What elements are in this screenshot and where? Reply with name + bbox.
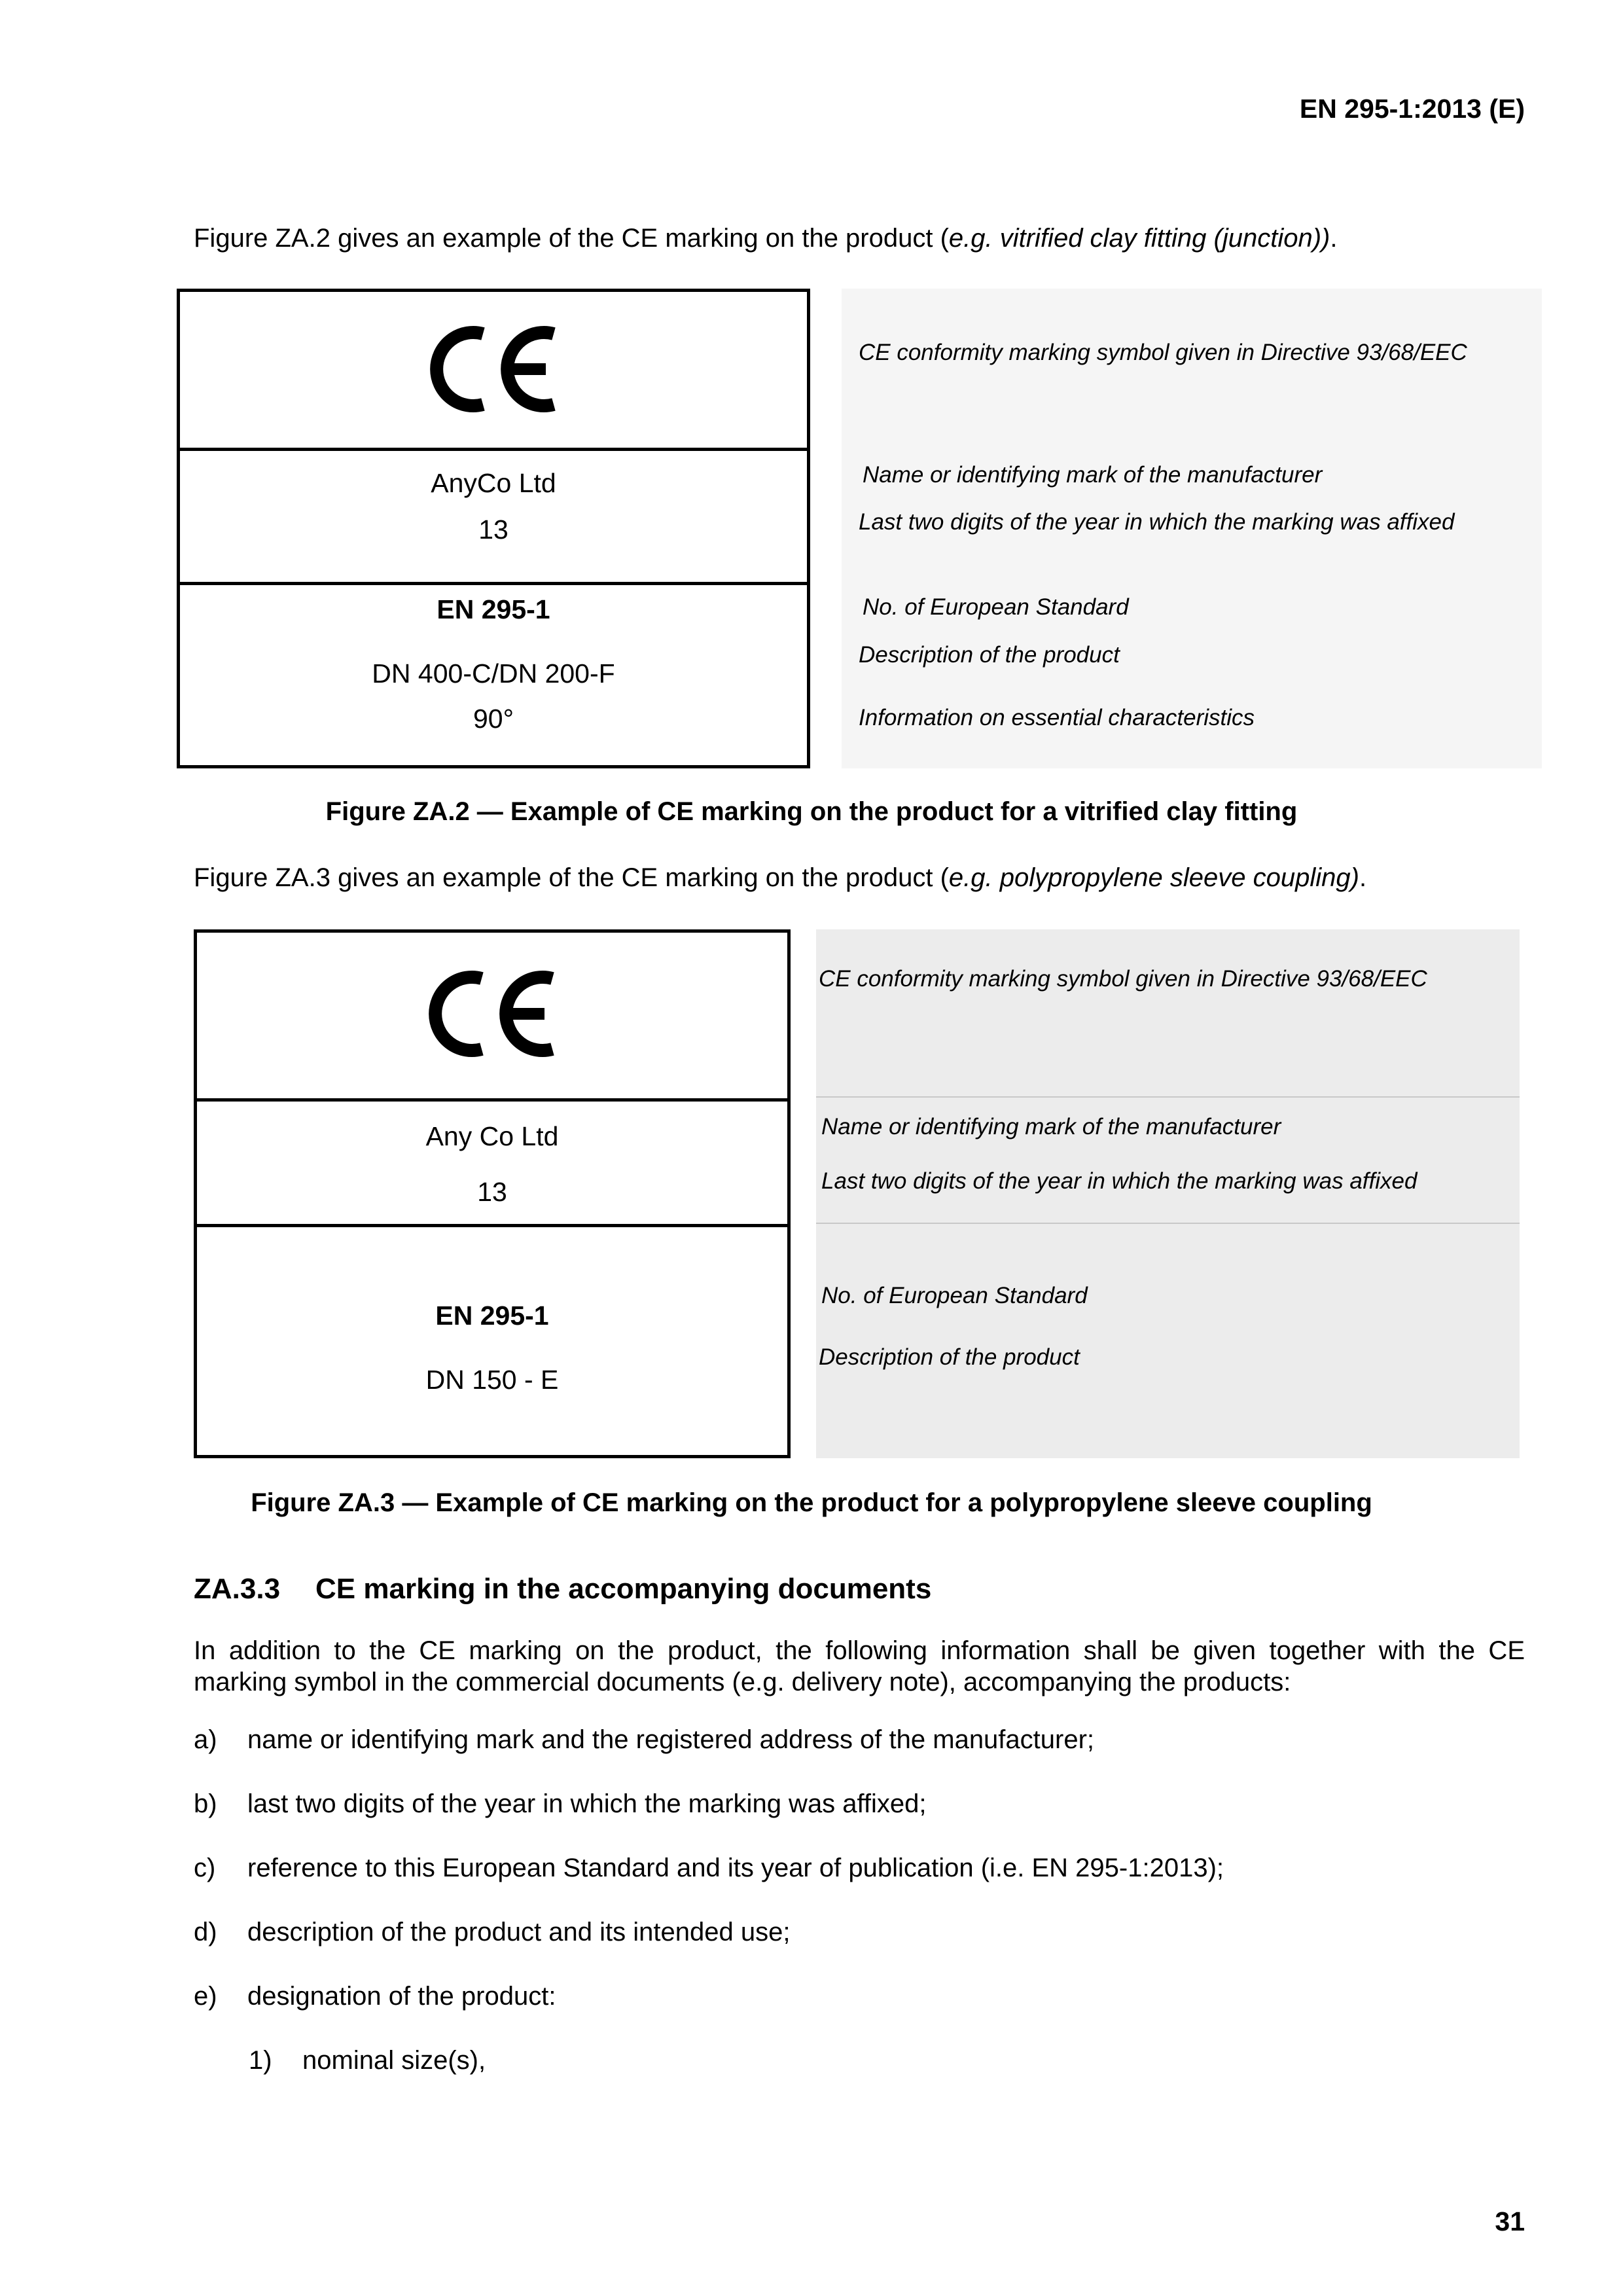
figure-za2-notes-panel [842,289,1542,768]
standard-number: EN 295-1 [435,1300,549,1331]
product-description: DN 150 - E [425,1365,559,1395]
list-item: d) description of the product and its intended use; [194,1918,791,1946]
ce-marking-box-coupling [194,929,791,1458]
product-description: DN 400-C/DN 200-F [372,658,615,689]
list-item: b) last two digits of the year in which the marking was affixed; [194,1789,927,1818]
sub-list-item: 1) nominal size(s), [249,2046,486,2075]
panel-divider [816,1096,1520,1098]
figure-za2-intro: Figure ZA.2 gives an example of the CE marking on the product (e.g. vitrified clay fitting (junction)). [194,224,1338,253]
product-row [180,585,807,768]
note-standard: No. of European Standard [821,1283,1088,1308]
list-item: c) reference to this European Standard and its year of publication (i.e. EN 295-1:2013); [194,1854,1224,1882]
ce-mark-icon [428,323,559,415]
marking-year: 13 [478,514,508,545]
section-intro [194,1635,1525,1698]
figure-za3-notes-panel [816,929,1520,1458]
ce-symbol-row [180,292,807,451]
manufacturer-row [197,1102,787,1227]
figure-za3-caption: Figure ZA.3 — Example of CE marking on the product for a polypropylene sleeve coupling [251,1488,1372,1517]
page-number: 31 [1495,2206,1525,2236]
ce-mark-icon [427,968,558,1060]
note-characteristics: Information on essential characteristics [859,705,1255,730]
manufacturer-name: AnyCo Ltd [431,468,556,498]
note-ce-symbol: CE conformity marking symbol given in Directive 93/68/EEC [859,340,1467,365]
document-reference: EN 295-1:2013 (E) [1299,94,1525,124]
section-intro-line: marking symbol in the commercial documents (e.g. delivery note), accompanying the products: [194,1668,1291,1696]
marking-year: 13 [477,1177,507,1207]
note-description: Description of the product [859,642,1120,668]
standard-number: EN 295-1 [437,594,550,624]
manufacturer-row [180,451,807,585]
section-heading [194,1573,931,1605]
figure-za2-caption: Figure ZA.2 — Example of CE marking on the product for a vitrified clay fitting [325,797,1298,826]
product-row [197,1227,787,1456]
note-year: Last two digits of the year in which the marking was affixed [821,1168,1418,1194]
section-title: CE marking in the accompanying documents [315,1573,932,1605]
note-year: Last two digits of the year in which the marking was affixed [859,509,1455,535]
section-intro-line: In addition to the CE marking on the product, the following information shall be given together with the CE [194,1636,1525,1665]
essential-characteristics: 90° [473,704,514,734]
list-item: a) name or identifying mark and the registered address of the manufacturer; [194,1725,1095,1754]
ce-marking-box-fitting [177,289,810,768]
panel-divider [816,1223,1520,1224]
note-ce-symbol: CE conformity marking symbol given in Directive 93/68/EEC [819,966,1427,992]
note-manufacturer: Name or identifying mark of the manufacturer [821,1114,1281,1139]
manufacturer-name: Any Co Ltd [425,1121,559,1151]
list-item: e) designation of the product: [194,1982,556,2011]
ce-symbol-row [197,933,787,1102]
note-manufacturer: Name or identifying mark of the manufacturer [863,462,1323,488]
note-description: Description of the product [819,1344,1080,1370]
figure-za3-intro: Figure ZA.3 gives an example of the CE marking on the product (e.g. polypropylene sleeve coupling). [194,863,1367,892]
note-standard: No. of European Standard [863,594,1129,620]
section-number: ZA.3.3 [194,1573,281,1605]
